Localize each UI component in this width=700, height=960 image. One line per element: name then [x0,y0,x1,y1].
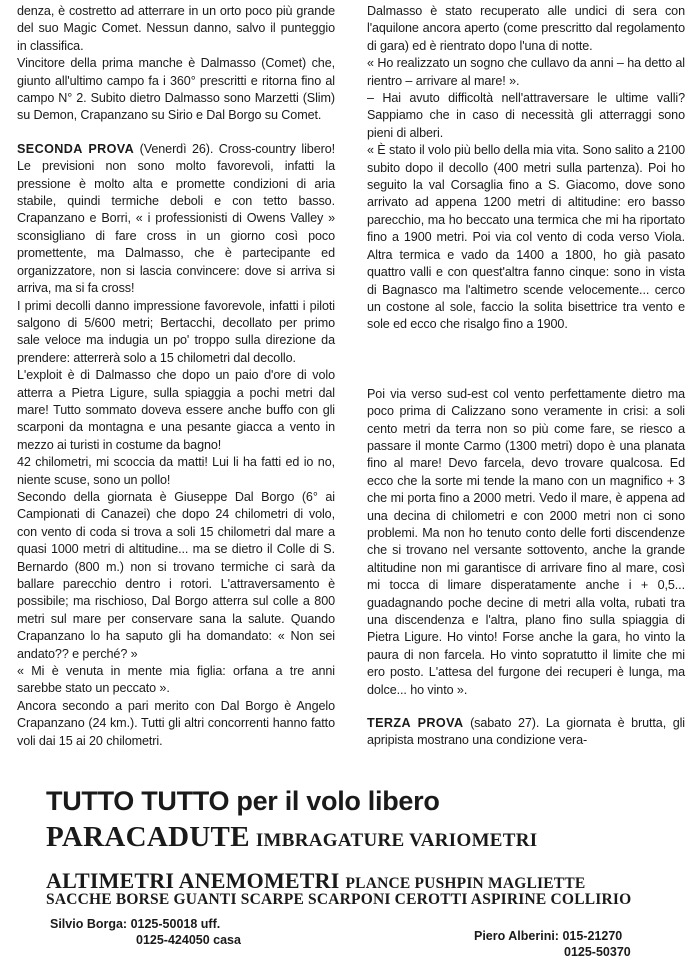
ad-product-main: ALTIMETRI ANEMOMETRI [46,868,340,893]
ad-line-products: SACCHE BORSE GUANTI SCARPE SCARPONI CEROTTI ASPIRINE COLLIRIO [46,891,632,908]
contact-line: 0125-424050 casa [136,933,241,947]
ad-product-rest: IMBRAGATURE VARIOMETRI [255,830,538,851]
paragraph: I primi decolli danno impressione favorevole, infatti i piloti salgono di 5/600 metri; Bertacchi, decollato per primo sale veloce ma indugia un po' troppo sulla direzione da prendere: atterrerà solo a 15 chilometri dal decollo. [17,298,335,365]
paragraph: « È stato il volo più bello della mia vita. Sono salito a 2100 subito dopo il decollo (400 metri sulla partenza). Poi ho seguito la val Corsaglia fino a S. Giacomo, dove sono arrivato ad appena 1200 metri di altitudine: ero basso parecchio, ma ho beccato una termica che mi ha riportato fino a 1900 metri. Poi via col vento di coda verso Viola. Altra termica e vado da 1400 a 1800, ho già pasato quattro valli e con quest'altra fanno cinque: sono in vista di Bagnasco ma l'altimetro scende velocemente... cerco un costone al sole, faccio la solita bisettrice tra vento e sole ed ecco che risalgo fino a 1900. [367,143,685,332]
contact-piero-alberini [474,928,631,960]
paragraph: L'exploit è di Dalmasso che dopo un paio d'ore di volo atterra a Pietra Ligure, sulla spiaggia a pochi metri dal mare! Tutto sommato doveva essere anche buffo con gli scarponi da montagna e una pesante giacca a vento in mezzo ai turisti in costume da bagno! [17,368,335,452]
contact-line: Piero Alberini: 015-21270 [474,929,623,943]
paragraph: Dalmasso è stato recuperato alle undici di sera con l'aquilone ancora aperto (come prescritto dal regolamento di gara) ed è rientrato dopo l'una di notte. [367,4,685,53]
section-heading: SECONDA PROVA [17,141,135,156]
paragraph: « Ho realizzato un sogno che cullavo da anni – ha detto al rientro – arrivare al mare! ». [367,56,685,88]
advertisement [0,780,700,960]
ad-line-products [46,821,537,854]
ad-product-rest: PLANCE PUSHPIN MAGLIETTE [345,875,586,892]
right-column [367,3,685,750]
section-text: (Venerdì 26). Cross-country libero! Le previsioni non sono molto favorevoli, infatti la pressione è molto alta e promette condizioni di aria stabile, quindi termiche deboli e con tetto basso. Crapanzano e Borri, « i professionisti di Owens Valley » sconsigliano di fare cross in un giorno così poco promettente, ma Dalmasso, che è partecipante ed organizzatore, non si lascia convincere: dove si arriva si arriva, ma si fa cross! [17,141,335,296]
contact-line: Silvio Borga: 0125-50018 uff. [50,917,221,931]
terza-prova-paragraph [367,715,685,750]
contact-silvio-borga [50,916,241,948]
paragraph: 42 chilometri, mi scoccia da matti! Lui li ha fatti ed io no, niente scuse, sono un pollo! [17,455,335,487]
section-heading: TERZA PROVA [367,716,464,731]
section-text: (sabato 27). La giornata è brutta, gli apripista mostrano una condizione vera- [367,716,685,748]
ad-headline: TUTTO TUTTO per il volo libero [46,786,440,816]
paragraph: – Hai avuto difficoltà nell'attraversare le ultime valli? Sappiamo che in caso di necessità gli atterraggi sono pieni di alberi. [367,91,685,140]
paragraph: Ancora secondo a pari merito con Dal Borgo è Angelo Crapanzano (24 km.). Tutti gli altri concorrenti hanno fatto voli dai 15 ai 20 chilometri. [17,698,335,748]
paragraph: denza, è costretto ad atterrare in un orto poco più grande del suo Magic Comet. Nessun danno, salvo il punteggio in classifica. [17,4,335,53]
paragraph: Vincitore della prima manche è Dalmasso (Comet) che, giunto all'ultimo campo fa i 360° prescritti e ritorna fino al campo N° 2. Subito dietro Dalmasso sono Marzetti (Slim) su Demon, Crapanzano su Sirio e Dal Borgo su Comet. [17,56,335,123]
paragraph: « Mi è venuta in mente mia figlia: orfana a tre anni sarebbe stato un peccato ». [17,664,335,696]
paragraph: Secondo della giornata è Giuseppe Dal Borgo (6° ai Campionati di Canazei) che dopo 24 chilometri di volo, con vento di coda si trova a soli 15 chilometri dal mare a quasi 1000 metri di altitudine... ma se dietro il Colle di S. Bernardo (800 m.) non si trovano termiche ci sarà da ballare parecchio dentro i rotori. L'attraversamento è possibile; ma rischioso, Dal Borgo atterra sul colle a 800 metri sul mare per conservare sana la salute. Quando Crapanzano lo ha saputo gli ha domandato: « Non sei andato?? e perché? » [17,489,335,661]
left-column [17,3,335,750]
contact-line: 0125-50370 [564,945,631,959]
paragraph: Poi via verso sud-est col vento perfettamente dietro ma poco prima di Calizzano sono veramente in crisi: a soli cento metri da terra non so più come fare, se riesco a passare il monte Carmo (1300 metri) dopo è una planata fino al mare! Devo farcela, devo trovare qualcosa. Ed ecco che la sorte mi tende la mano con un magnifico + 3 che mi porta fino a 2000 metri. Vedo il mare, è appena ad una decina di chilometri e con 2000 metri non ci sono problemi. Ma non ho tenuto conto delle forti discendenze che si trovano nel versante sottovento, anche la grande altitudine non mi garantisce di arrivare fino al mare, così mi tocca di limare disperatamente anche i + 0,5... guadagnando poche decine di metri alla volta, rubati tra una discendenza e l'altra, plano fino sulla spiaggia di Pietra Ligure. Ho vinto! Forse anche la gara, ho vinto la paura di non farcela. Ho vinto sopratutto il limite che mi ero posto. L'attesa del furgone dei recuperi è lunga, ma dolce... ho vinto ». [367,386,685,697]
seconda-prova-paragraph [17,141,335,298]
ad-product-main: PARACADUTE [46,821,250,853]
